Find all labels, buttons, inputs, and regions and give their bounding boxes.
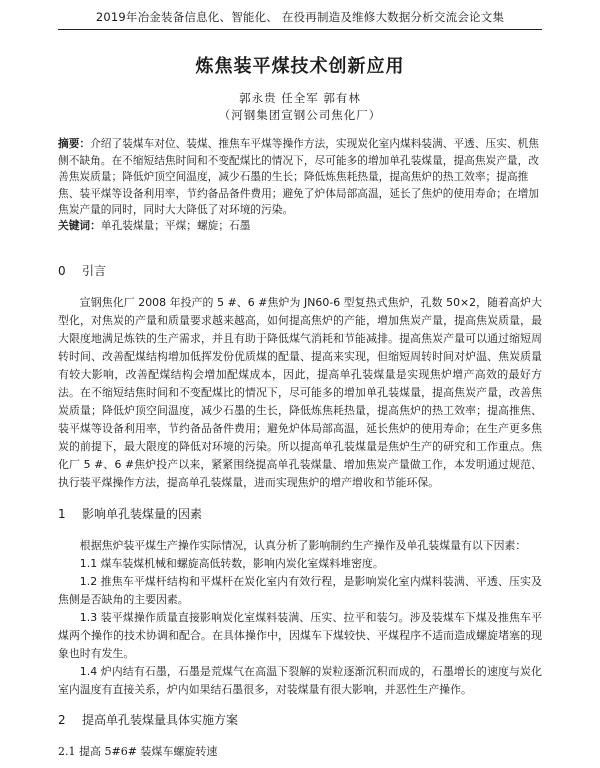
paper-title: 炼焦装平煤技术创新应用 bbox=[195, 56, 405, 77]
authors: 郭永贵 任全军 郭有林 bbox=[239, 91, 361, 105]
section-0-paragraph: 宣钢焦化厂 2008 年投产的 5 #、6 #焦炉为 JN60-6 型复热式焦炉，孔数 50×2，随着高炉大型化，对焦炭的产量和质量要求越来越高，如何提高焦炉的产能，增加焦炭产量，提高焦炭质量，最大限度地满足炼铁的生产需求，并且有助于降低煤气消耗和节能减排。提高焦炭产量可以通过缩短周转时间、改善配煤结构增加低挥发份优质煤的配量、提高来实现，但缩短周转时间对炉温、焦炭质量有较大影响，改善配煤结构会增加配煤成本，因此，提高单孔装煤量是实现焦炉增产高效的最好方法。在不缩短结焦时间和不变配煤比的情况下，尽可能多的增加单孔装煤量，提高焦炭产量，改善焦炭质量；降低炉顶空间温度，减少石墨的生长，降低炼焦耗热量，提高焦炉的热工效率；提高推焦、装平煤等设备利用率，节约备品备件费用；避免炉体局部高温，延长焦炉的使用寿命；在生产更多焦炭的前提下，最大限度的降低对环境的污染。所以提高单孔装煤量是焦炉生产的研究和工作重点。焦化厂 5 #、6 #焦炉投产以来，紧紧围绕提高单孔装煤量、增加焦炭产量做工作，本发明通过规范、执行装平煤操作方法，提高单孔装煤量，进而实现焦炉的增产增收和节能环保。 bbox=[58, 296, 542, 489]
keywords-text: 单孔装煤量；平煤；螺旋；石墨 bbox=[100, 219, 251, 232]
running-header: 2019年冶金装备信息化、智能化、 在役再制造及维修大数据分析交流会论文集 bbox=[95, 10, 505, 24]
keywords bbox=[58, 218, 544, 235]
section-2-title: 提高单孔装煤量具体实施方案 bbox=[82, 713, 239, 727]
section-0-title: 引言 bbox=[82, 264, 107, 278]
abstract-text: 介绍了装煤车对位、装煤、推焦车平煤等操作方法，实现炭化室内煤料装满、平透、压实、机焦侧不缺角。在不缩短结焦时间和不变配煤比的情况下，尽可能多的增加单孔装煤量，提高焦炭产量，改善焦炭质量；降低炉顶空间温度，减少石墨的生长；降低炼焦耗热量，提高焦炉的热工效率；提高推焦、装平煤等设备利用率，节约备品备件费用；避免了炉体局部高温，延长了焦炉的使用寿命；在增加焦炭产量的同时，同时大大降低了对环境的污染。 bbox=[58, 137, 539, 217]
section-1-paragraph-4: 1.3 装平煤操作质量直接影响炭化室煤料装满、压实、拉平和装匀。涉及装煤车下煤及推焦车平煤两个操作的技术协调和配合。在具体操作中，因煤车下煤较快、平煤程序不适而造成螺旋堵塞的现象也时有发生。 bbox=[58, 611, 542, 660]
section-0-number: 0 bbox=[58, 264, 66, 278]
section-1-paragraph-1: 根据焦炉装平煤生产操作实际情况，认真分析了影响制约生产操作及单孔装煤量有以下因素： bbox=[79, 539, 527, 552]
abstract-label: 摘要： bbox=[58, 137, 91, 150]
header-rule bbox=[58, 29, 542, 30]
section-1-paragraph-3: 1.2 推焦车平煤杆结构和平煤杆在炭化室内有效行程，是影响炭化室内煤料装满、平透、压实及焦侧是否缺角的主要因素。 bbox=[58, 575, 542, 606]
subsection-2-1-heading: 2.1 提高 5#6# 装煤车螺旋转速 bbox=[58, 745, 218, 758]
affiliation: （河钢集团宣钢公司焦化厂） bbox=[218, 108, 382, 122]
abstract bbox=[58, 136, 544, 219]
section-1-title: 影响单孔装煤量的因素 bbox=[82, 507, 203, 521]
keywords-label: 关键词： bbox=[58, 219, 101, 232]
section-1-number: 1 bbox=[58, 507, 66, 521]
section-0-heading bbox=[58, 262, 106, 279]
section-1-paragraph-5: 1.4 炉内结有石墨，石墨是荒煤气在高温下裂解的炭粒逐渐沉积而成的，石墨增长的速度与炭化室内温度有直接关系，炉内如果结石墨很多，对装煤量有很大影响，并恶性生产操作。 bbox=[58, 665, 542, 696]
section-2-number: 2 bbox=[58, 713, 66, 727]
section-1-paragraph-2: 1.1 煤车装煤机械和螺旋高低转数，影响内炭化室煤料堆密度。 bbox=[79, 557, 384, 570]
section-2-heading bbox=[58, 711, 238, 728]
section-1-heading bbox=[58, 505, 202, 522]
